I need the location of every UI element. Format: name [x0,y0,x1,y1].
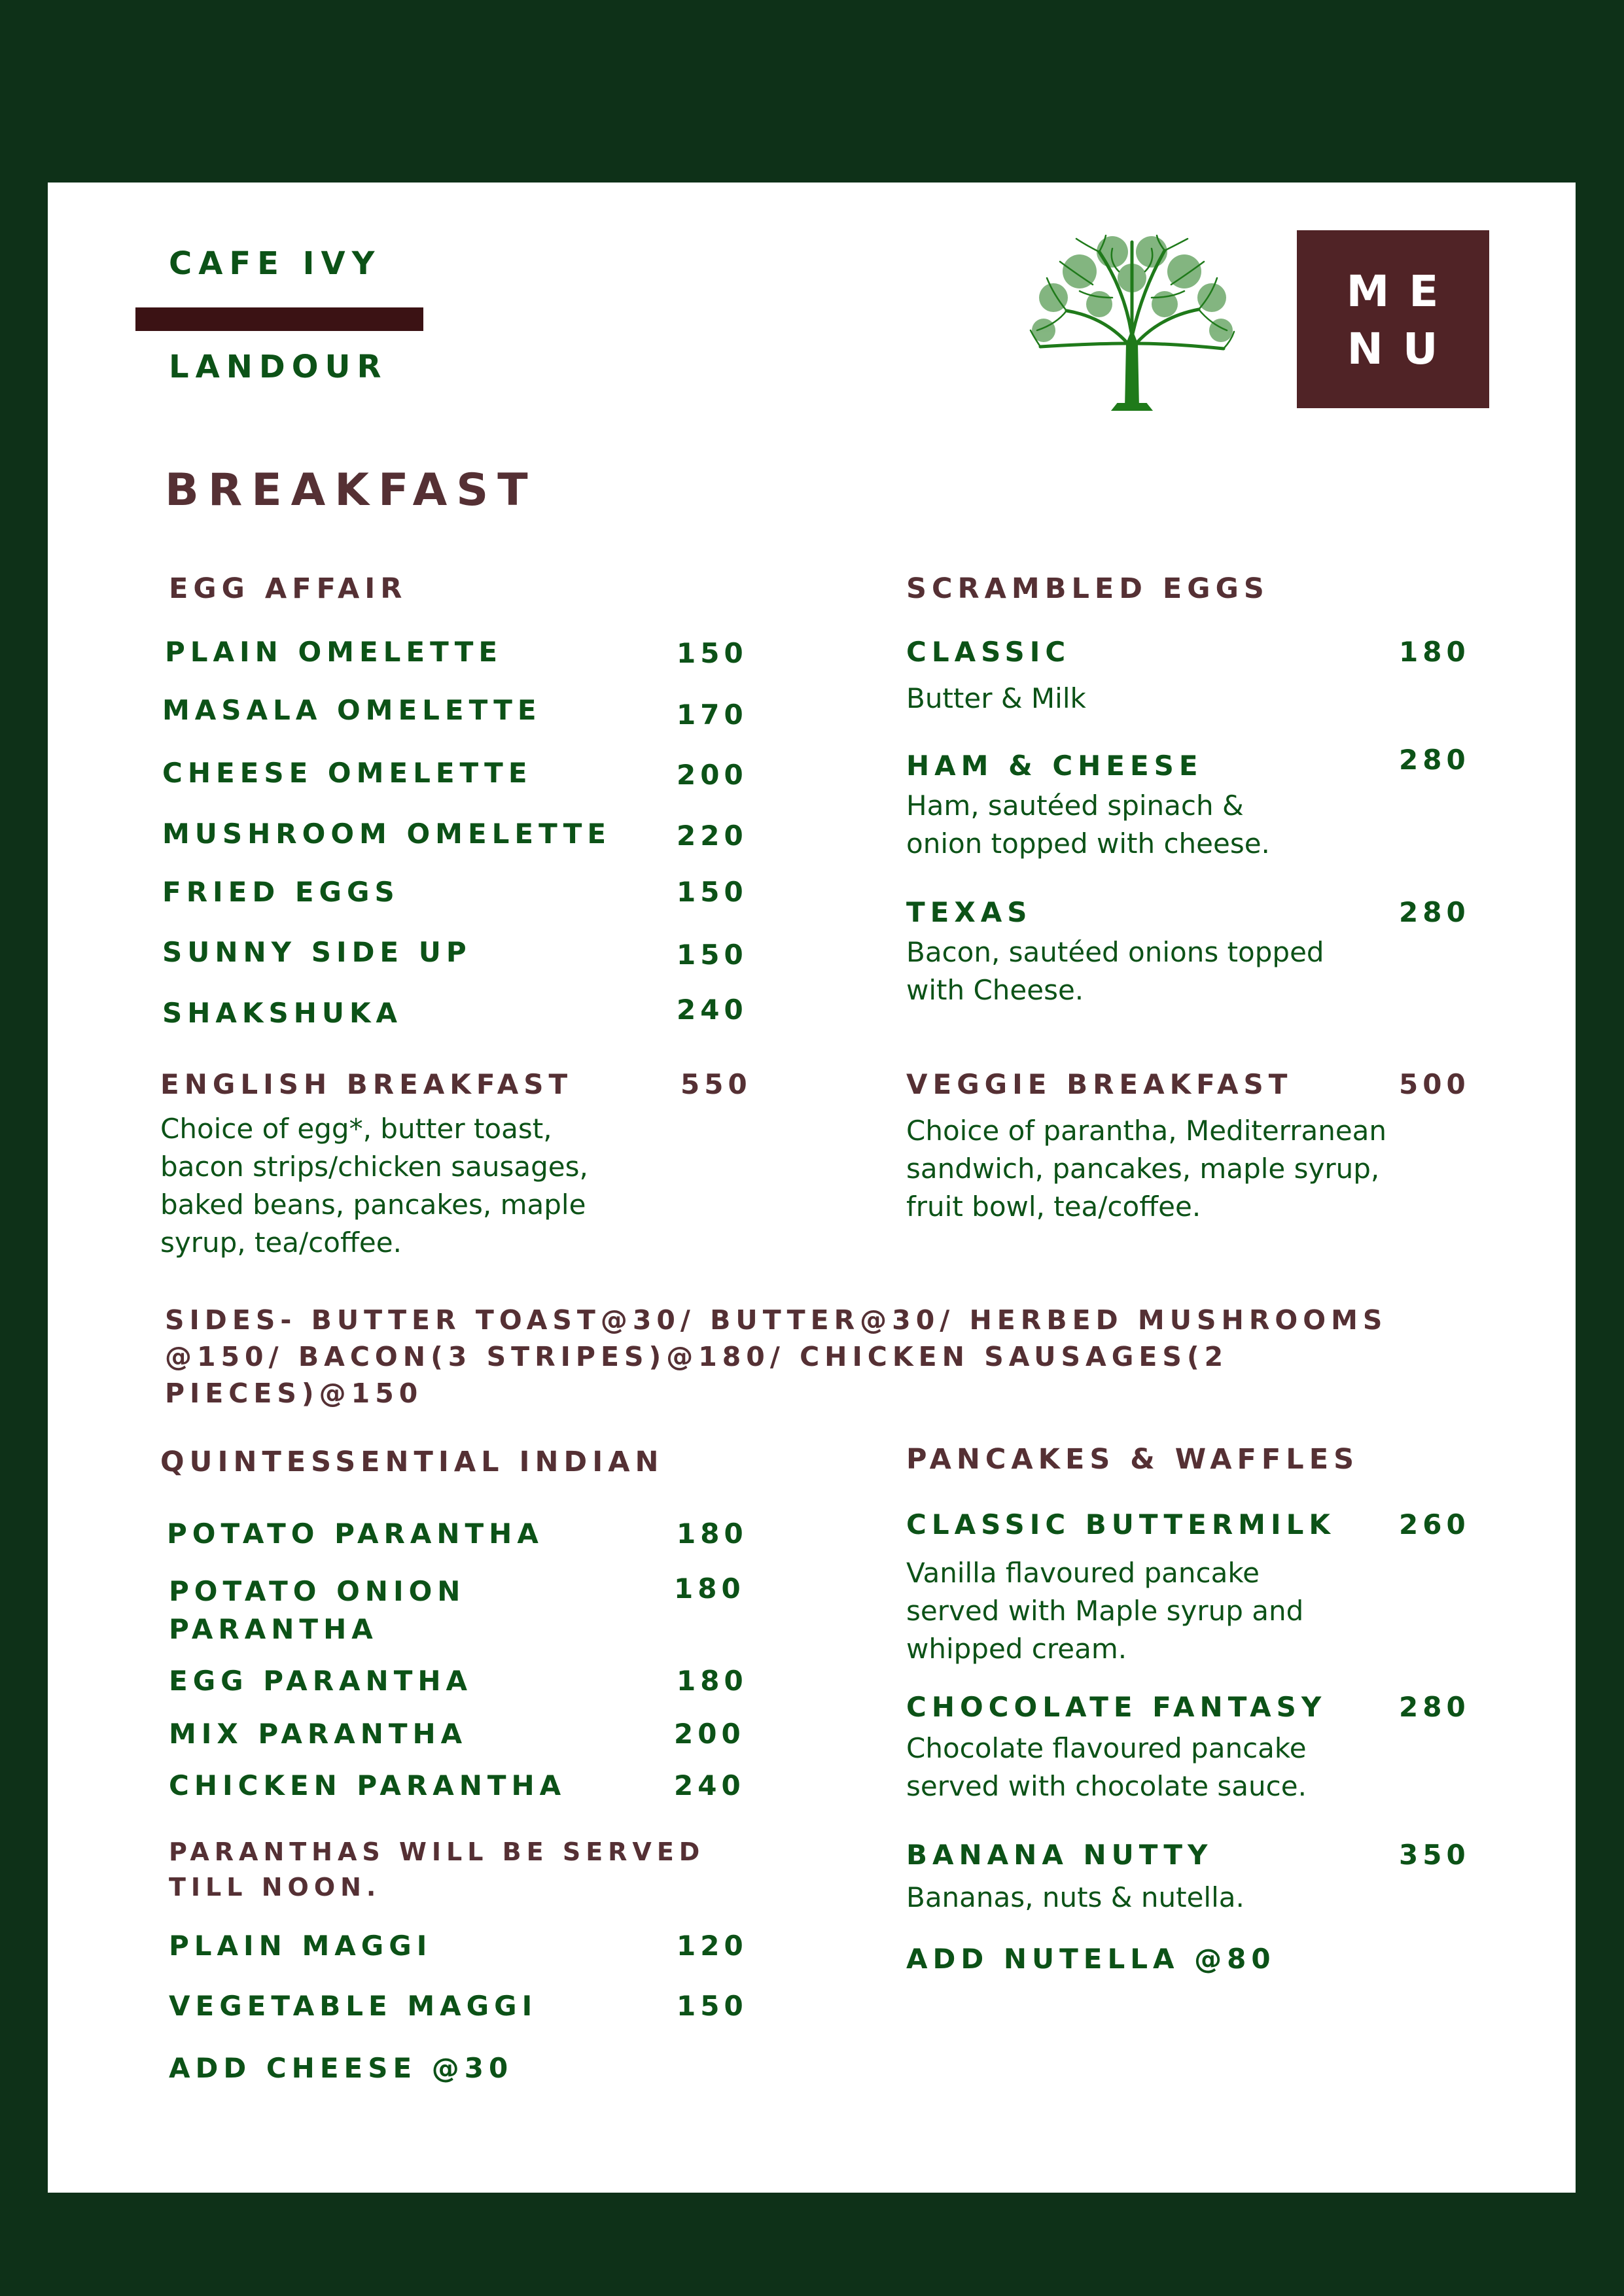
sides-note: SIDES- BUTTER TOAST@30/ BUTTER@30/ HERBED MUSHROOMS @150/ BACON(3 STRIPES)@180/ CHICKEN SAUSAGES(2 PIECES)@150 [165,1304,1388,1409]
scrambled-eggs-heading: SCRAMBLED EGGS [906,572,1269,605]
add-nutella-note: ADD NUTELLA @80 [906,1943,1276,1975]
english-breakfast-description: Choice of egg*, butter toast, bacon strips/chicken sausages, baked beans, pancakes, maple syrup, tea/coffee. [160,1113,588,1259]
menu-item-name: EGG PARANTHA [169,1665,472,1697]
menu-item-description: Bananas, nuts & nutella. [906,1881,1244,1913]
menu-item-price: 150 [677,637,748,669]
menu-item-price: 150 [677,876,748,908]
menu-item-price: 120 [677,1930,748,1962]
menu-item-price: 200 [677,759,748,791]
veggie-breakfast-price: 500 [1399,1068,1470,1100]
menu-item-price: 180 [677,1665,748,1697]
add-cheese-note: ADD CHEESE @30 [169,2052,514,2084]
menu-item-price: 180 [674,1573,745,1605]
menu-item-price: 170 [677,699,748,731]
menu-item-description: Ham, sautéed spinach & onion topped with cheese. [906,790,1270,860]
menu-item-name: PLAIN MAGGI [169,1930,432,1962]
indian-heading: QUINTESSENTIAL INDIAN [160,1446,664,1478]
menu-item-name: VEGETABLE MAGGI [169,1990,538,2022]
menu-item-name: POTATO PARANTHA [167,1518,544,1550]
cafe-location: LANDOUR [169,349,388,385]
menu-item-name: MUSHROOM OMELETTE [162,818,612,850]
menu-item-name: CHICKEN PARANTHA [169,1769,567,1801]
menu-item-name: SUNNY SIDE UP [162,936,472,968]
menu-item-price: 240 [677,994,748,1026]
menu-item-name: CLASSIC BUTTERMILK [906,1508,1335,1540]
menu-item-price: 280 [1399,744,1470,776]
menu-item-price: 200 [674,1718,745,1750]
menu-item-name: SHAKSHUKA [162,997,403,1029]
veggie-breakfast-description: Choice of parantha, Mediterranean sandwich, pancakes, maple syrup, fruit bowl, tea/coffee. [906,1115,1387,1223]
menu-item-price: 280 [1399,1691,1470,1723]
veggie-breakfast-name: VEGGIE BREAKFAST [906,1068,1293,1100]
pancakes-heading: PANCAKES & WAFFLES [906,1443,1360,1476]
menu-item-name: HAM & CHEESE [906,750,1203,782]
menu-item-name: FRIED EGGS [162,876,400,908]
menu-item-name: PLAIN OMELETTE [165,636,503,668]
cafe-name: CAFE IVY [169,245,381,282]
menu-item-price: 350 [1399,1839,1470,1871]
menu-badge-line1: ME [1346,266,1458,317]
menu-item-name: CLASSIC [906,636,1071,668]
menu-item-name: MASALA OMELETTE [162,694,542,726]
menu-badge [1297,230,1489,408]
menu-item-description: Chocolate flavoured pancake served with chocolate sauce. [906,1732,1307,1802]
menu-item-price: 150 [677,939,748,971]
brand-divider-bar [135,307,423,331]
english-breakfast-name: ENGLISH BREAKFAST [160,1068,573,1100]
menu-item-price: 180 [1399,636,1470,668]
menu-badge-line2: NU [1347,324,1458,374]
english-breakfast-price: 550 [680,1068,752,1100]
menu-item-description: Butter & Milk [906,682,1086,714]
parantha-note: PARANTHAS WILL BE SERVED TILL NOON. [169,1837,705,1902]
menu-item-price: 280 [1399,896,1470,928]
menu-item-name: CHEESE OMELETTE [162,757,533,789]
page-title: BREAKFAST [165,464,537,516]
egg-affair-heading: EGG AFFAIR [169,572,408,605]
menu-item-description: Vanilla flavoured pancake served with Maple syrup and whipped cream. [906,1557,1304,1665]
menu-item-price: 180 [677,1518,748,1550]
menu-item-name: TEXAS [906,896,1033,928]
menu-item-price: 260 [1399,1508,1470,1540]
menu-item-price: 240 [674,1769,745,1801]
oak-tree-icon [1027,232,1237,412]
menu-item-description: Bacon, sautéed onions topped with Cheese. [906,936,1324,1006]
menu-item-price: 150 [677,1990,748,2022]
menu-item-name: POTATO ONION PARANTHA [169,1575,466,1645]
menu-item-name: MIX PARANTHA [169,1718,468,1750]
menu-item-price: 220 [677,820,748,852]
menu-item-name: CHOCOLATE FANTASY [906,1691,1327,1723]
menu-item-name: BANANA NUTTY [906,1839,1213,1871]
